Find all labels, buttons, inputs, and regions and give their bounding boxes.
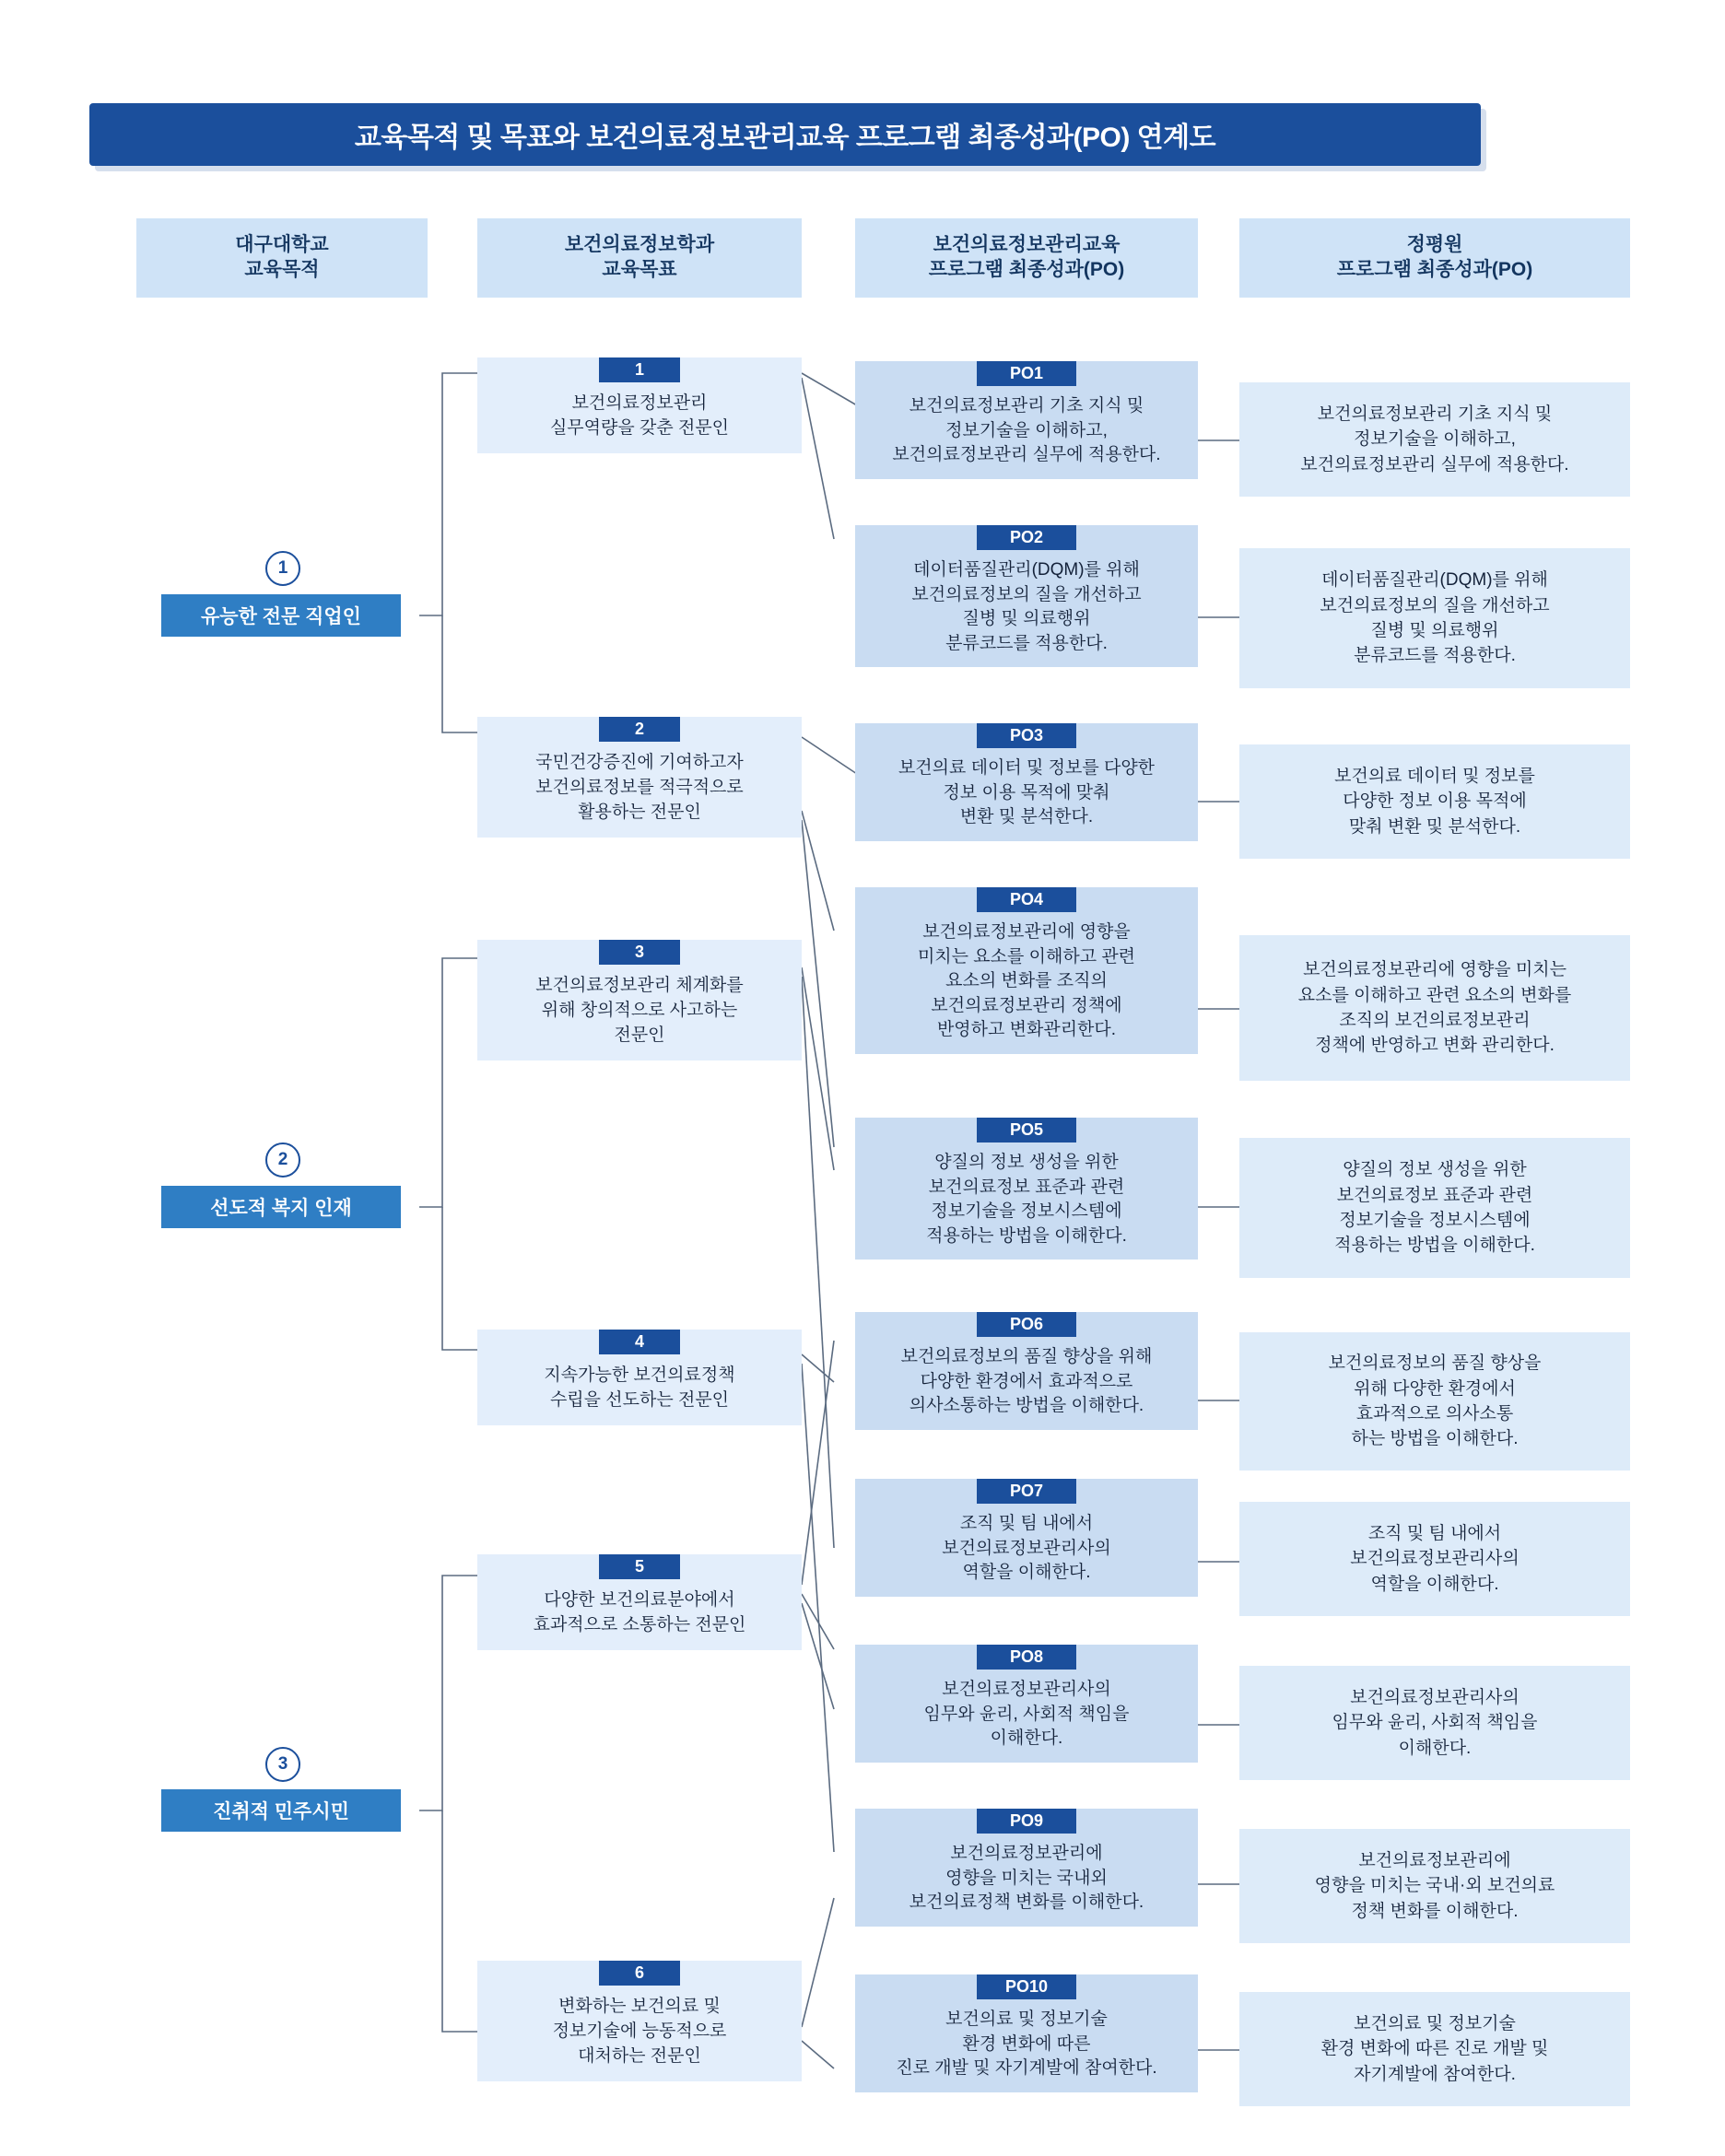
- objective-tag: [477, 357, 802, 382]
- program-outcome-9[interactable]: [855, 1809, 1198, 1927]
- program-outcome-10[interactable]: [855, 1974, 1198, 2092]
- program-outcome-6[interactable]: [855, 1312, 1198, 1430]
- po-text: 보건의료정보의 품질 향상을 위해 다양한 환경에서 효과적으로 의사소통하는 방법을 이해한다.: [900, 1347, 1153, 1416]
- objective-1[interactable]: [477, 357, 802, 453]
- objective-number: 5: [599, 1554, 680, 1579]
- po-tag-label: PO7: [977, 1479, 1076, 1504]
- program-outcome-8[interactable]: [855, 1645, 1198, 1763]
- objective-6[interactable]: [477, 1961, 802, 2081]
- goal-label: 진취적 민주시민: [213, 1801, 349, 1822]
- column-header-accreditation-po: [1239, 218, 1630, 298]
- column-header-line1: 정평원: [1406, 234, 1463, 256]
- po-text: 보건의료정보관리사의 임무와 윤리, 사회적 책임을 이해한다.: [923, 1680, 1130, 1749]
- goal-item-1[interactable]: [161, 594, 401, 637]
- goal-item-2[interactable]: [161, 1186, 401, 1228]
- objective-tag: [477, 1961, 802, 1986]
- column-header-department: [477, 218, 802, 298]
- objective-number: 3: [599, 940, 680, 965]
- po-text: 보건의료정보관리에 영향을 미치는 국내외 보건의료정책 변화를 이해한다.: [909, 1844, 1144, 1913]
- objective-number: 4: [599, 1330, 680, 1354]
- objective-2[interactable]: [477, 717, 802, 838]
- objective-text: 변화하는 보건의료 및 정보기술에 능동적으로 대처하는 전문인: [552, 1997, 727, 2066]
- po-tag-label: PO10: [977, 1974, 1076, 1999]
- goal-number-1: [265, 551, 300, 586]
- column-header-university: [136, 218, 428, 298]
- column-header-line1: 대구대학교: [235, 234, 329, 256]
- accreditation-outcome-9[interactable]: 보건의료정보관리에 영향을 미치는 국내·외 보건의료 정책 변화를 이해한다.: [1239, 1829, 1630, 1943]
- po-text: 보건의료정보관리에 영향을 미치는 요소를 이해하고 관련 요소의 변화를 조직의 보건의료정보관리 정책에 반영하고 변화관리한다.: [917, 922, 1136, 1040]
- accreditation-outcome-7[interactable]: 조직 및 팀 내에서 보건의료정보관리사의 역할을 이해한다.: [1239, 1502, 1630, 1616]
- column-header-line1: 보건의료정보학과: [564, 234, 715, 256]
- accreditation-outcome-3[interactable]: 보건의료 데이터 및 정보를 다양한 정보 이용 목적에 맞춰 변환 및 분석한다.: [1239, 744, 1630, 859]
- objective-text: 보건의료정보관리 체계화를 위해 창의적으로 사고하는 전문인: [535, 976, 744, 1045]
- objective-number: 6: [599, 1961, 680, 1986]
- column-header-line2: 프로그램 최종성과(PO): [928, 259, 1125, 280]
- goal-number-text: 3: [277, 1754, 288, 1774]
- program-outcome-2[interactable]: [855, 525, 1198, 667]
- goal-number-text: 2: [277, 1150, 288, 1169]
- accreditation-outcome-6[interactable]: 보건의료정보의 품질 향상을 위해 다양한 환경에서 효과적으로 의사소통 하는 방법을 이해한다.: [1239, 1332, 1630, 1471]
- goal-label: 선도적 복지 인재: [210, 1198, 352, 1219]
- accreditation-outcome-5[interactable]: 양질의 정보 생성을 위한 보건의료정보 표준과 관련 정보기술을 정보시스템에 적용하는 방법을 이해한다.: [1239, 1138, 1630, 1278]
- po-tag: [855, 525, 1198, 550]
- po-text: 데이터품질관리(DQM)를 위해 보건의료정보의 질을 개선하고 질병 및 의료행위 분류코드를 적용한다.: [911, 560, 1142, 653]
- column-header-line2: 프로그램 최종성과(PO): [1336, 259, 1533, 280]
- page-title: [89, 103, 1481, 166]
- po-text: 보건의료 및 정보기술 환경 변화에 따른 진로 개발 및 자기계발에 참여한다.: [896, 2010, 1157, 2079]
- po-tag-label: PO8: [977, 1645, 1076, 1670]
- objective-tag: [477, 940, 802, 965]
- objective-4[interactable]: [477, 1330, 802, 1425]
- accreditation-outcome-1[interactable]: 보건의료정보관리 기초 지식 및 정보기술을 이해하고, 보건의료정보관리 실무에 적용한다.: [1239, 382, 1630, 497]
- po-text: 보건의료 데이터 및 정보를 다양한 정보 이용 목적에 맞춰 변환 및 분석한다.: [898, 758, 1156, 827]
- po-tag: [855, 887, 1198, 912]
- column-header-program-po: [855, 218, 1198, 298]
- po-tag-label: PO9: [977, 1809, 1076, 1834]
- po-tag-label: PO1: [977, 361, 1076, 386]
- po-tag-label: PO6: [977, 1312, 1076, 1337]
- po-tag: [855, 1974, 1198, 1999]
- po-tag-label: PO4: [977, 887, 1076, 912]
- po-tag: [855, 361, 1198, 386]
- accreditation-outcome-8[interactable]: 보건의료정보관리사의 임무와 윤리, 사회적 책임을 이해한다.: [1239, 1666, 1630, 1780]
- goal-item-3[interactable]: [161, 1789, 401, 1832]
- objective-tag: [477, 1554, 802, 1579]
- po-tag: [855, 1118, 1198, 1142]
- program-outcome-5[interactable]: [855, 1118, 1198, 1260]
- po-tag-label: PO2: [977, 525, 1076, 550]
- objective-text: 국민건강증진에 기여하고자 보건의료정보를 적극적으로 활용하는 전문인: [535, 753, 744, 822]
- goal-number-text: 1: [277, 558, 288, 578]
- column-header-line2: 교육목적: [244, 259, 320, 280]
- column-header-line2: 교육목표: [602, 259, 677, 280]
- po-tag: [855, 1809, 1198, 1834]
- objective-tag: [477, 1330, 802, 1354]
- po-tag: [855, 1645, 1198, 1670]
- goal-label: 유능한 전문 직업인: [201, 606, 361, 627]
- objective-text: 다양한 보건의료분야에서 효과적으로 소통하는 전문인: [533, 1590, 746, 1635]
- objective-5[interactable]: [477, 1554, 802, 1650]
- objective-text: 보건의료정보관리 실무역량을 갖춘 전문인: [549, 393, 730, 438]
- program-outcome-3[interactable]: [855, 723, 1198, 841]
- column-header-line1: 보건의료정보관리교육: [933, 234, 1121, 256]
- goal-number-3: [265, 1747, 300, 1782]
- accreditation-outcome-2[interactable]: 데이터품질관리(DQM)를 위해 보건의료정보의 질을 개선하고 질병 및 의료행위 분류코드를 적용한다.: [1239, 548, 1630, 688]
- program-outcome-1[interactable]: [855, 361, 1198, 479]
- po-tag: [855, 723, 1198, 748]
- page-title-text: 교육목적 및 목표와 보건의료정보관리교육 프로그램 최종성과(PO) 연계도: [354, 123, 1216, 153]
- accreditation-outcome-4[interactable]: 보건의료정보관리에 영향을 미치는 요소를 이해하고 관련 요소의 변화를 조직의 보건의료정보관리 정책에 반영하고 변화 관리한다.: [1239, 935, 1630, 1081]
- accreditation-outcome-10[interactable]: 보건의료 및 정보기술 환경 변화에 따른 진로 개발 및 자기계발에 참여한다.: [1239, 1992, 1630, 2106]
- program-outcome-7[interactable]: [855, 1479, 1198, 1597]
- objective-3[interactable]: [477, 940, 802, 1060]
- program-outcome-4[interactable]: [855, 887, 1198, 1054]
- po-tag-label: PO5: [977, 1118, 1076, 1142]
- objective-text: 지속가능한 보건의료정책 수립을 선도하는 전문인: [544, 1365, 735, 1410]
- po-tag: [855, 1479, 1198, 1504]
- po-tag-label: PO3: [977, 723, 1076, 748]
- po-text: 양질의 정보 생성을 위한 보건의료정보 표준과 관련 정보기술을 정보시스템에 적용하는 방법을 이해한다.: [926, 1153, 1127, 1246]
- po-text: 보건의료정보관리 기초 지식 및 정보기술을 이해하고, 보건의료정보관리 실무에 적용한다.: [892, 396, 1161, 465]
- po-text: 조직 및 팀 내에서 보건의료정보관리사의 역할을 이해한다.: [942, 1514, 1111, 1583]
- goal-number-2: [265, 1142, 300, 1178]
- objective-tag: [477, 717, 802, 742]
- objective-number: 2: [599, 717, 680, 742]
- objective-number: 1: [599, 357, 680, 382]
- po-tag: [855, 1312, 1198, 1337]
